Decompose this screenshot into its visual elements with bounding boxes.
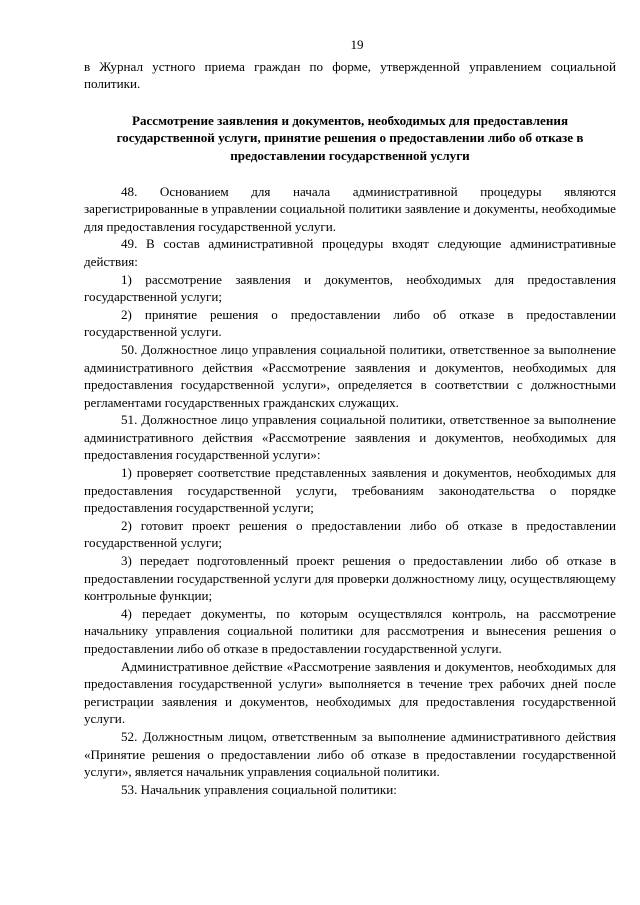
section-heading: Рассмотрение заявления и документов, необходимых для предоставления государственной услуги, принятие решения о предоставлении либо об отказе в предоставлении государственной услуги [116,112,584,163]
paragraph-48: 48. Основанием для начала административной процедуры являются зарегистрированные в управлении социальной политики заявление и документы, необходимые для предоставления государственной услуги. [84,183,616,234]
paragraph-49-item-2: 2) принятие решения о предоставлении либо об отказе в предоставлении государственной услуги. [84,306,616,340]
paragraph-51-item-1: 1) проверяет соответствие представленных заявления и документов, необходимых для предоставления государственной услуги, требованиям законодательства о порядке предоставления государственной услуги; [84,465,616,516]
paragraph-51-item-4: 4) передает документы, по которым осуществлялся контроль, на рассмотрение начальнику управления социальной политики для рассмотрения и вынесения решения о предоставлении либо об отказе в предоставлении государственной услуги. [84,605,616,656]
paragraph-51-item-3: 3) передает подготовленный проект решения о предоставлении либо об отказе в предоставлении государственной услуги для проверки должностному лицу, осуществляющему контрольные функции; [84,553,616,604]
paragraph-52: 52. Должностным лицом, ответственным за выполнение административного действия «Принятие решения о предоставлении либо об отказе в предоставлении государственной услуги», является начальник управления социальной политики. [84,728,616,780]
paragraph-49: 49. В состав административной процедуры входят следующие административные действия: [84,236,616,269]
paragraph-51-term: Административное действие «Рассмотрение заявления и документов, необходимых для предоставления государственной услуги» выполняется в течение трех рабочих дней после регистрации заявления и документов, необходимых для предоставления государственной услуги. [84,658,616,727]
paragraph-49-item-1: 1) рассмотрение заявления и документов, необходимых для предоставления государственной услуги; [84,271,616,305]
paragraph-50: 50. Должностное лицо управления социальной политики, ответственное за выполнение административного действия «Рассмотрение заявления и документов, необходимых для предоставления государственной услуги», определяется в соответствии с должностными регламентами государственных гражданских служащих. [84,341,616,410]
paragraph-53: 53. Начальник управления социальной политики: [121,781,397,797]
paragraph-51: 51. Должностное лицо управления социальной политики, ответственное за выполнение административного действия «Рассмотрение заявления и документов, необходимых для предоставления государственной услуги»: [84,412,616,463]
page-number: 19 [350,37,364,52]
lead-paragraph: в Журнал устного приема граждан по форме, утвержденной управлением социальной политики. [84,58,616,92]
document-page [84,36,616,798]
paragraph-51-item-2: 2) готовит проект решения о предоставлении либо об отказе в предоставлении государственной услуги; [84,517,616,551]
